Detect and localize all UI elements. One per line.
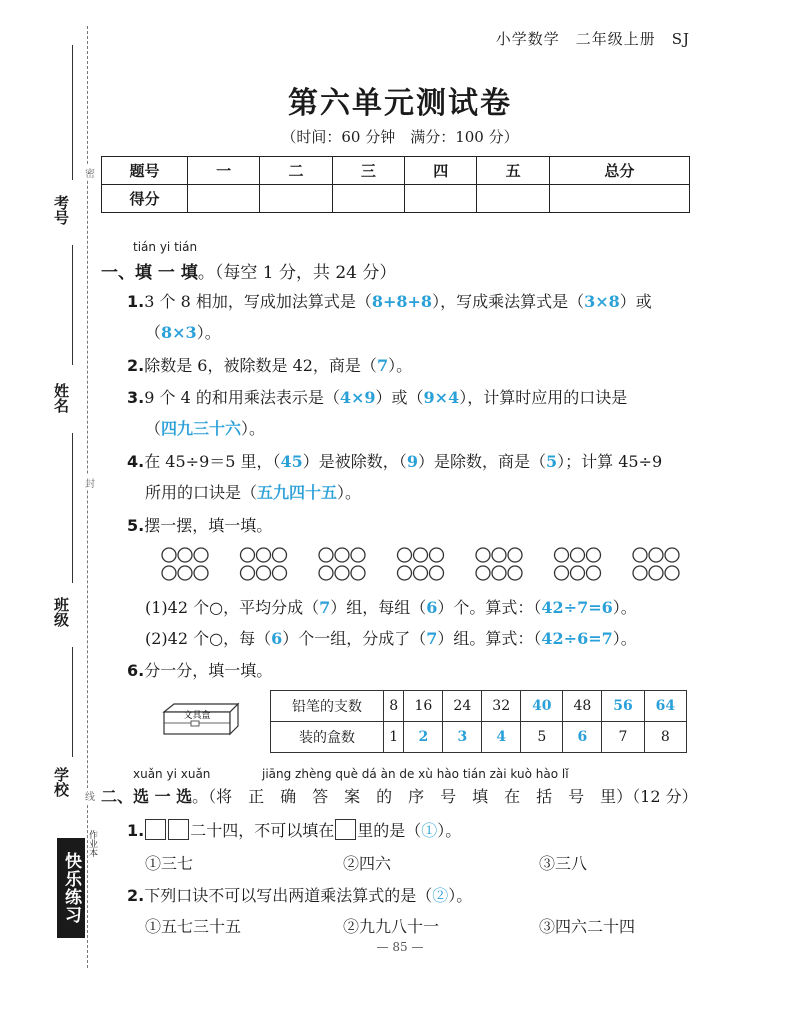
score-header-cell: 二 — [260, 157, 332, 185]
circle — [257, 566, 271, 580]
question-2-1 — [127, 819, 461, 842]
score-input-cell[interactable] — [549, 185, 689, 213]
circle — [273, 566, 287, 580]
question-1-3 — [127, 387, 627, 409]
section1-pinyin: tián yi tián — [133, 240, 198, 254]
circle — [178, 548, 192, 562]
pencil-answer-cell: 40 — [521, 691, 563, 722]
question-text: ），计算时应用的口诀是 — [459, 388, 628, 407]
circle-group — [398, 548, 444, 580]
question-number: 5. — [127, 516, 145, 535]
pencil-row — [271, 691, 687, 722]
box-answer-cell: 6 — [563, 722, 602, 753]
score-table — [101, 156, 690, 213]
circle — [587, 566, 601, 580]
circle — [398, 548, 412, 562]
question-text: ）或（ — [375, 388, 424, 407]
margin-label-school: 学校 — [52, 767, 70, 797]
question-text: ）个一组，分成了（ — [282, 629, 427, 648]
question-1-1 — [127, 291, 652, 313]
question-text: ）。 — [241, 419, 266, 438]
pencil-answer-cell: 56 — [602, 691, 644, 722]
circle — [194, 548, 208, 562]
cut-mark-seal: 密 — [84, 165, 96, 180]
circle — [241, 548, 255, 562]
circle — [351, 566, 365, 580]
margin-rule — [72, 433, 73, 583]
score-input-cell[interactable] — [477, 185, 549, 213]
section2-instruction: 。（将 正 确 答 案 的 序 号 填 在 括 号 里）（12 分） — [192, 787, 698, 806]
question-text: ）是除数，商是（ — [417, 452, 546, 471]
answer-text: 9×4 — [423, 388, 460, 407]
circle — [162, 548, 176, 562]
answer-text: 45 — [280, 452, 303, 471]
question-number: 6. — [127, 661, 145, 680]
question-number: 1. — [127, 292, 145, 311]
score-input-cell[interactable] — [405, 185, 477, 213]
circle — [665, 548, 679, 562]
circle — [508, 548, 522, 562]
pencil-answer-cell: 64 — [644, 691, 686, 722]
answer-text: 8×3 — [161, 323, 197, 342]
blank-box — [168, 819, 189, 840]
box-row — [271, 722, 687, 753]
circle — [649, 548, 663, 562]
question-1-4 — [127, 451, 662, 473]
answer-text: 7 — [319, 598, 331, 617]
circle-group — [241, 548, 287, 580]
question-text: （ — [145, 419, 162, 438]
section1-points: 。（每空 1 分，共 24 分） — [197, 263, 397, 283]
question-text: 二十四，不可以填在 — [190, 821, 335, 840]
circle-group — [633, 548, 679, 580]
blank-box — [145, 819, 166, 840]
section2-pinyin-instruction: jiāng zhèng què dá àn de xù hào tián zài kuò hào lǐ — [262, 767, 569, 781]
question-text: 9 个 4 的和用乘法表示是（ — [144, 388, 340, 407]
brand-subtitle: 作业本 — [87, 830, 97, 857]
circle-groups-figure — [160, 545, 680, 585]
circle-group — [162, 548, 208, 580]
question-text: 3 个 8 相加，写成加法算式是（ — [144, 292, 372, 311]
question-text: ）组。算式：（ — [437, 629, 542, 648]
answer-text: 四九三十六 — [161, 419, 242, 438]
circle — [178, 566, 192, 580]
pencil-table — [270, 690, 687, 753]
section2-title: 二、选 一 选 — [101, 787, 193, 806]
answer-text: 7 — [426, 629, 438, 648]
pencil-box-label: 文具盒 — [183, 711, 211, 721]
answer-text: 9 — [406, 452, 418, 471]
pencil-cell: 48 — [563, 691, 602, 722]
score-header-cell: 五 — [477, 157, 549, 185]
margin-rule — [72, 245, 73, 365]
circle-group — [555, 548, 601, 580]
circle — [414, 548, 428, 562]
circle — [319, 548, 333, 562]
question-1-5-sub2 — [145, 628, 637, 650]
circle — [241, 566, 255, 580]
question-1-5-sub1 — [145, 597, 637, 619]
circle — [555, 548, 569, 562]
circle — [508, 566, 522, 580]
cut-mark-line: 线 — [84, 788, 96, 803]
section1-title: 一、填 一 填 — [101, 263, 198, 283]
answer-text: 3×8 — [584, 292, 620, 311]
circle — [194, 566, 208, 580]
section2-pinyin-title: xuǎn yi xuǎn — [133, 767, 211, 781]
question-text: ）或 — [619, 292, 652, 311]
question-1-5 — [127, 515, 272, 537]
box-row-label: 装的盒数 — [271, 722, 384, 753]
box-cell: 5 — [521, 722, 563, 753]
question-text: 所用的口诀是（ — [145, 483, 258, 502]
question-number: 4. — [127, 452, 145, 471]
circle — [665, 566, 679, 580]
question-text: ）。 — [448, 886, 473, 905]
circle — [555, 566, 569, 580]
score-input-cell[interactable] — [260, 185, 332, 213]
exam-info: （时间：60 分钟 满分：100 分） — [281, 128, 519, 146]
pencil-cell: 8 — [384, 691, 404, 722]
box-answer-cell: 3 — [443, 722, 482, 753]
question-text: 下列口诀不可以写出两道乘法算式的是（ — [144, 886, 433, 905]
pencil-cell: 16 — [404, 691, 443, 722]
answer-text: 8+8+8 — [371, 292, 433, 311]
option-2-2-b: ②九九八十一 — [343, 917, 440, 936]
question-text: ）。 — [388, 356, 413, 375]
section2-heading — [101, 784, 698, 807]
circle — [257, 548, 271, 562]
question-text: ）是被除数，（ — [302, 452, 407, 471]
page-number: — 85 — — [376, 940, 424, 954]
question-1-3-cont — [145, 418, 265, 440]
score-input-cell[interactable] — [188, 185, 260, 213]
question-text: (2)42 个○，每（ — [145, 629, 272, 648]
box-answer-cell: 2 — [404, 722, 443, 753]
score-row-label: 得分 — [102, 185, 188, 213]
question-2-2 — [127, 885, 472, 907]
question-text: （ — [145, 323, 162, 342]
series-label: 小学数学 二年级上册 SJ — [495, 30, 690, 48]
circle-group — [476, 548, 522, 580]
question-1-6 — [127, 660, 272, 682]
circle — [162, 566, 176, 580]
question-1-1-cont — [145, 322, 221, 344]
question-1-2 — [127, 355, 412, 377]
circle — [351, 548, 365, 562]
score-input-cell[interactable] — [332, 185, 404, 213]
box-cell: 8 — [644, 722, 686, 753]
option-2-1-a: ①三七 — [145, 854, 194, 873]
question-1-4-cont — [145, 482, 361, 504]
circle — [430, 548, 444, 562]
score-header-cell: 题号 — [102, 157, 188, 185]
box-cell: 7 — [602, 722, 644, 753]
question-text: ），写成乘法算式是（ — [432, 292, 585, 311]
circle — [571, 566, 585, 580]
circle — [430, 566, 444, 580]
circle — [649, 566, 663, 580]
score-header-row — [102, 157, 690, 185]
answer-text: 42÷6=7 — [541, 629, 613, 648]
answer-text: 6 — [426, 598, 438, 617]
option-2-1-b: ②四六 — [343, 854, 392, 873]
circle — [492, 548, 506, 562]
question-text: (1)42 个○，平均分成（ — [145, 598, 320, 617]
pencil-row-label: 铅笔的支数 — [271, 691, 384, 722]
circle — [476, 548, 490, 562]
circle — [633, 548, 647, 562]
circle — [476, 566, 490, 580]
question-text: ）；计算 45÷9 — [557, 452, 663, 471]
pencil-box-illustration — [158, 698, 244, 740]
circle — [273, 548, 287, 562]
question-text: ）。 — [337, 483, 362, 502]
circle — [398, 566, 412, 580]
question-number: 2. — [127, 886, 145, 905]
option-2-1-c: ③三八 — [539, 854, 588, 873]
answer-text: 五九四十五 — [257, 483, 338, 502]
box-answer-cell: 4 — [482, 722, 521, 753]
question-number: 3. — [127, 388, 145, 407]
brand-logo: 快乐练习 — [57, 838, 85, 938]
score-header-cell: 总分 — [549, 157, 689, 185]
question-text: 里的是（ — [357, 821, 422, 840]
option-2-2-c: ③四六二十四 — [539, 917, 636, 936]
circle — [571, 548, 585, 562]
answer-text: 6 — [271, 629, 283, 648]
score-header-cell: 一 — [188, 157, 260, 185]
margin-label-name: 姓名 — [52, 383, 70, 413]
cut-mark-close: 封 — [84, 475, 96, 490]
question-text: ）个。算式：（ — [437, 598, 542, 617]
pencil-cell: 24 — [443, 691, 482, 722]
circle — [587, 548, 601, 562]
question-text: ）。 — [437, 821, 462, 840]
circle — [633, 566, 647, 580]
margin-label-exam-no: 考号 — [52, 195, 70, 225]
answer-text: 5 — [545, 452, 558, 471]
answer-text: 4×9 — [339, 388, 376, 407]
circle — [492, 566, 506, 580]
score-header-cell: 三 — [332, 157, 404, 185]
question-text: 在 45÷9＝5 里，（ — [144, 452, 281, 471]
question-text: ）组，每组（ — [330, 598, 427, 617]
score-input-row — [102, 185, 690, 213]
answer-text: ① — [421, 821, 438, 840]
page-title: 第六单元测试卷 — [288, 86, 512, 121]
question-text: 分一分，填一填。 — [144, 661, 273, 680]
box-cell: 1 — [384, 722, 404, 753]
pencil-cell: 32 — [482, 691, 521, 722]
margin-label-class: 班级 — [52, 597, 70, 627]
answer-text: ② — [432, 886, 449, 905]
circle — [414, 566, 428, 580]
answer-text: 42÷7=6 — [541, 598, 613, 617]
question-text: ）。 — [612, 598, 637, 617]
option-2-2-a: ①五七三十五 — [145, 917, 242, 936]
answer-text: 7 — [376, 356, 389, 375]
question-text: 摆一摆，填一填。 — [144, 516, 273, 535]
question-number: 1. — [127, 821, 145, 840]
circle — [335, 566, 349, 580]
circle — [319, 566, 333, 580]
question-number: 2. — [127, 356, 145, 375]
circle-group — [319, 548, 365, 580]
circle — [335, 548, 349, 562]
score-header-cell: 四 — [405, 157, 477, 185]
blank-box — [335, 819, 356, 840]
section1-heading — [101, 258, 396, 283]
margin-rule — [72, 647, 73, 757]
question-text: 除数是 6，被除数是 42，商是（ — [144, 356, 377, 375]
question-text: ）。 — [612, 629, 637, 648]
question-text: ）。 — [196, 323, 221, 342]
